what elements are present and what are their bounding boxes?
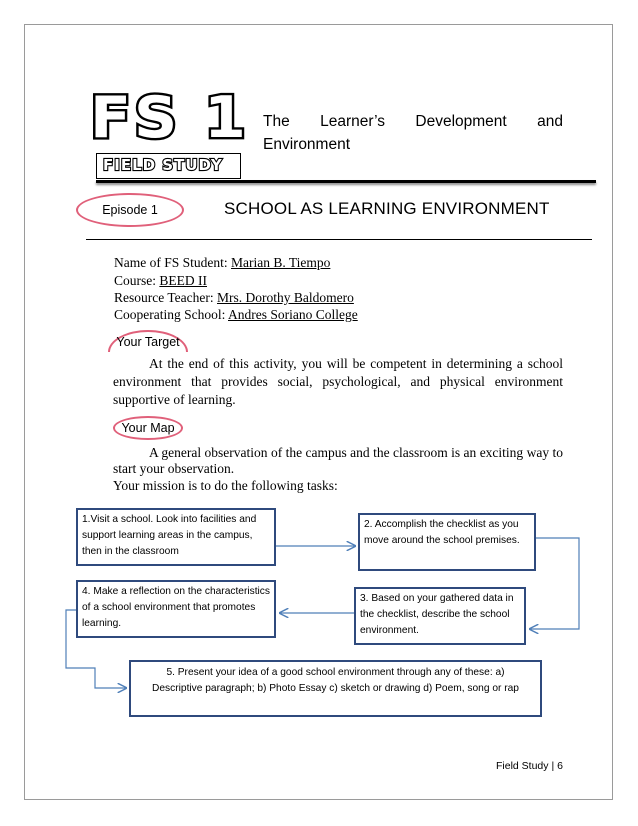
task-box-5: 5. Present your idea of a good school environment through any of these: a) Descriptive paragraph; b) Photo Essay c) sketch or drawing d) Poem, song or rap — [129, 660, 542, 717]
title-word: Learner’s — [320, 113, 386, 130]
student-name-value: Marian B. Tiempo — [231, 255, 331, 270]
mission-text: Your mission is to do the following tasks: — [113, 478, 338, 493]
task-box-1: 1.Visit a school. Look into facilities and support learning areas in the campus, then in the classroom — [76, 508, 276, 566]
title-word: and — [537, 113, 563, 130]
resource-teacher-value: Mrs. Dorothy Baldomero — [217, 290, 354, 305]
resource-teacher-label: Resource Teacher: — [114, 290, 218, 305]
episode-badge: Episode 1 — [76, 193, 184, 227]
title-word: The — [263, 113, 290, 130]
task-box-2: 2. Accomplish the checklist as you move around the school premises. — [358, 513, 536, 571]
arrow-2-to-3 — [530, 538, 579, 629]
course-label: Course: — [114, 273, 160, 288]
title-word: Development — [415, 113, 507, 130]
page-footer: Field Study | 6 — [496, 760, 563, 772]
cooperating-school-value: Andres Soriano College — [228, 307, 358, 322]
target-paragraph: At the end of this activity, you will be competent in determining a school environment that provides social, psychological, and physical environment supportive of learning. — [113, 356, 563, 407]
cooperating-school-label: Cooperating School: — [114, 307, 228, 322]
course-title-line2: Environment — [263, 136, 351, 153]
task-box-3: 3. Based on your gathered data in the checklist, describe the school environment. — [354, 587, 526, 645]
course-value: BEED II — [159, 273, 207, 288]
episode-title: SCHOOL AS LEARNING ENVIRONMENT — [224, 199, 550, 218]
map-paragraph: A general observation of the campus and the classroom is an exciting way to start your observation. — [113, 445, 563, 476]
your-map-badge: Your Map — [113, 416, 183, 440]
your-target-badge: Your Target — [108, 330, 188, 352]
fs-logo: FS 1 — [90, 84, 249, 152]
arrow-4-to-5 — [66, 610, 126, 688]
student-name-label: Name of FS Student: — [114, 255, 231, 270]
field-study-label: FIELD STUDY — [103, 156, 223, 174]
task-box-4: 4. Make a reflection on the characteristics of a school environment that promotes learning. — [76, 580, 276, 638]
